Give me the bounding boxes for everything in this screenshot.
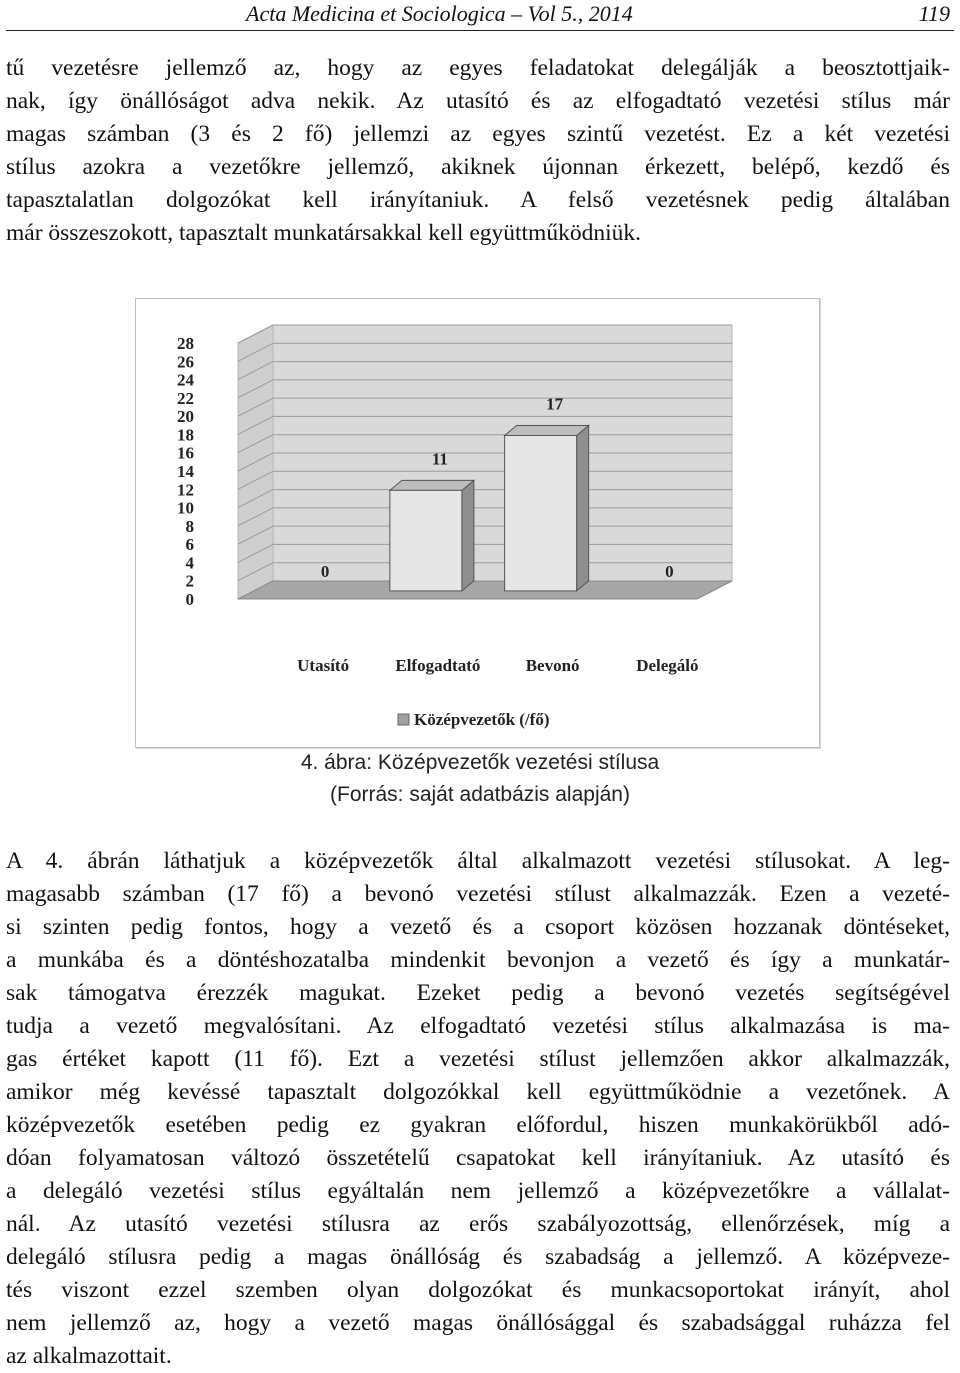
text-line: tudja a vezető megvalósítani. Az elfogadtató vezetési stílus alkalmazása is ma- — [6, 1013, 950, 1039]
paragraph-intro — [6, 52, 950, 250]
y-tick-label: 2 — [185, 571, 194, 591]
figure-caption-source: (Forrás: saját adatbázis alapján) — [330, 783, 630, 806]
page-number: 119 — [918, 1, 950, 26]
running-header — [6, 0, 954, 31]
x-tick-label: Delegáló — [636, 656, 699, 675]
text-line: tés viszont ezzel szemben olyan dolgozókat és munkacsoportokat irányít, ahol — [6, 1277, 950, 1303]
chart-floor — [238, 581, 732, 599]
y-tick-label: 18 — [177, 425, 194, 445]
y-tick-label: 24 — [177, 370, 194, 390]
text-line: A 4. ábrán láthatjuk a középvezetők által alkalmazott vezetési stílusokat. A leg- — [6, 848, 950, 874]
figure-caption-title: 4. ábra: Középvezetők vezetési stílusa — [300, 751, 660, 774]
text-line: magasabb számban (17 fő) a bevonó vezetési stílust alkalmazzák. Ezen a vezeté- — [6, 881, 950, 907]
text-line: magas számban (3 és 2 fő) jellemzi az egyes szintű vezetést. Ez a két vezetési — [6, 121, 950, 147]
text-line: stílus azokra a vezetőkre jellemző, akiknek újonnan érkezett, belépő, kezdő és — [6, 154, 950, 180]
y-tick-label: 0 — [185, 590, 194, 609]
data-label: 0 — [665, 561, 674, 581]
x-tick-label: Utasító — [297, 656, 350, 675]
text-line: nak, így önállóságot adva nekik. Az utasító és az elfogadtató vezetési stílus már — [6, 88, 950, 114]
data-label: 0 — [320, 561, 330, 581]
text-line: dóan folyamatosan változó összetételű csapatokat kell irányítaniuk. Az utasító és — [6, 1145, 950, 1171]
x-tick-label: Bevonó — [525, 656, 580, 675]
y-tick-label: 12 — [177, 480, 194, 500]
bar — [505, 435, 577, 590]
y-tick-label: 28 — [177, 334, 194, 353]
bar-chart — [136, 299, 819, 747]
text-line: az alkalmazottait. — [6, 1343, 172, 1369]
text-line: tapasztalatlan dolgozókat kell irányítaniuk. A felső vezetésnek pedig általában — [6, 187, 950, 213]
text-line: középvezetők esetében pedig ez gyakran előfordul, hiszen munkakörükből adó- — [6, 1112, 950, 1138]
paragraph-discussion — [6, 845, 950, 1373]
legend-label: Középvezetők (/fő) — [414, 710, 550, 729]
text-line: nem jellemző az, hogy a vezető magas önállósággal és szabadsággal ruházza fel — [6, 1310, 950, 1336]
bar-side — [577, 425, 589, 590]
data-label: 11 — [431, 449, 448, 469]
text-line: delegáló stílusra pedig a magas önállóság és szabadság a jellemző. A középveze- — [6, 1244, 950, 1270]
text-line: nál. Az utasító vezetési stílusra az erős szabályozottság, ellenőrzések, míg a — [6, 1211, 950, 1237]
text-line: a munkába és a döntéshozatalba mindenkit bevonjon a vezető és így a munkatár- — [6, 947, 950, 973]
text-line: tű vezetésre jellemző az, hogy az egyes feladatokat delegálják a beosztottjaik- — [6, 55, 950, 81]
bar — [390, 490, 462, 591]
y-tick-label: 26 — [177, 352, 194, 372]
journal-title: Acta Medicina et Sociologica – Vol 5., 2014 — [246, 1, 633, 26]
text-line: sak támogatva érezzék magukat. Ezeket pedig a bevonó vezetés segítségével — [6, 980, 950, 1006]
figure-chart — [135, 298, 820, 748]
text-line: amikor még kevéssé tapasztalt dolgozókkal kell együttműködnie a vezetőnek. A — [6, 1079, 950, 1105]
text-line: a delegáló vezetési stílus egyáltalán nem jellemző a középvezetőkre a vállalat- — [6, 1178, 950, 1204]
y-tick-label: 16 — [177, 443, 194, 463]
y-tick-label: 4 — [185, 553, 194, 573]
x-tick-label: Elfogadtató — [395, 656, 481, 675]
y-tick-label: 6 — [185, 535, 194, 555]
y-tick-label: 10 — [177, 498, 194, 518]
legend-swatch — [398, 714, 409, 725]
bar-side — [462, 480, 474, 591]
text-line: si szinten pedig fontos, hogy a vezető és a csoport közösen hozzanak döntéseket, — [6, 914, 950, 940]
bar-top — [505, 425, 589, 435]
y-tick-label: 22 — [177, 388, 194, 408]
y-tick-label: 8 — [185, 516, 194, 536]
text-line: gas értéket kapott (11 fő). Ezt a vezetési stílust jellemzően akkor alkalmazzák, — [6, 1046, 950, 1072]
bar-top — [390, 480, 474, 490]
y-tick-label: 20 — [177, 407, 194, 427]
text-line: már összeszokott, tapasztalt munkatársakkal kell együttműködniük. — [6, 220, 641, 246]
data-label: 17 — [546, 394, 564, 414]
y-tick-label: 14 — [177, 462, 194, 481]
